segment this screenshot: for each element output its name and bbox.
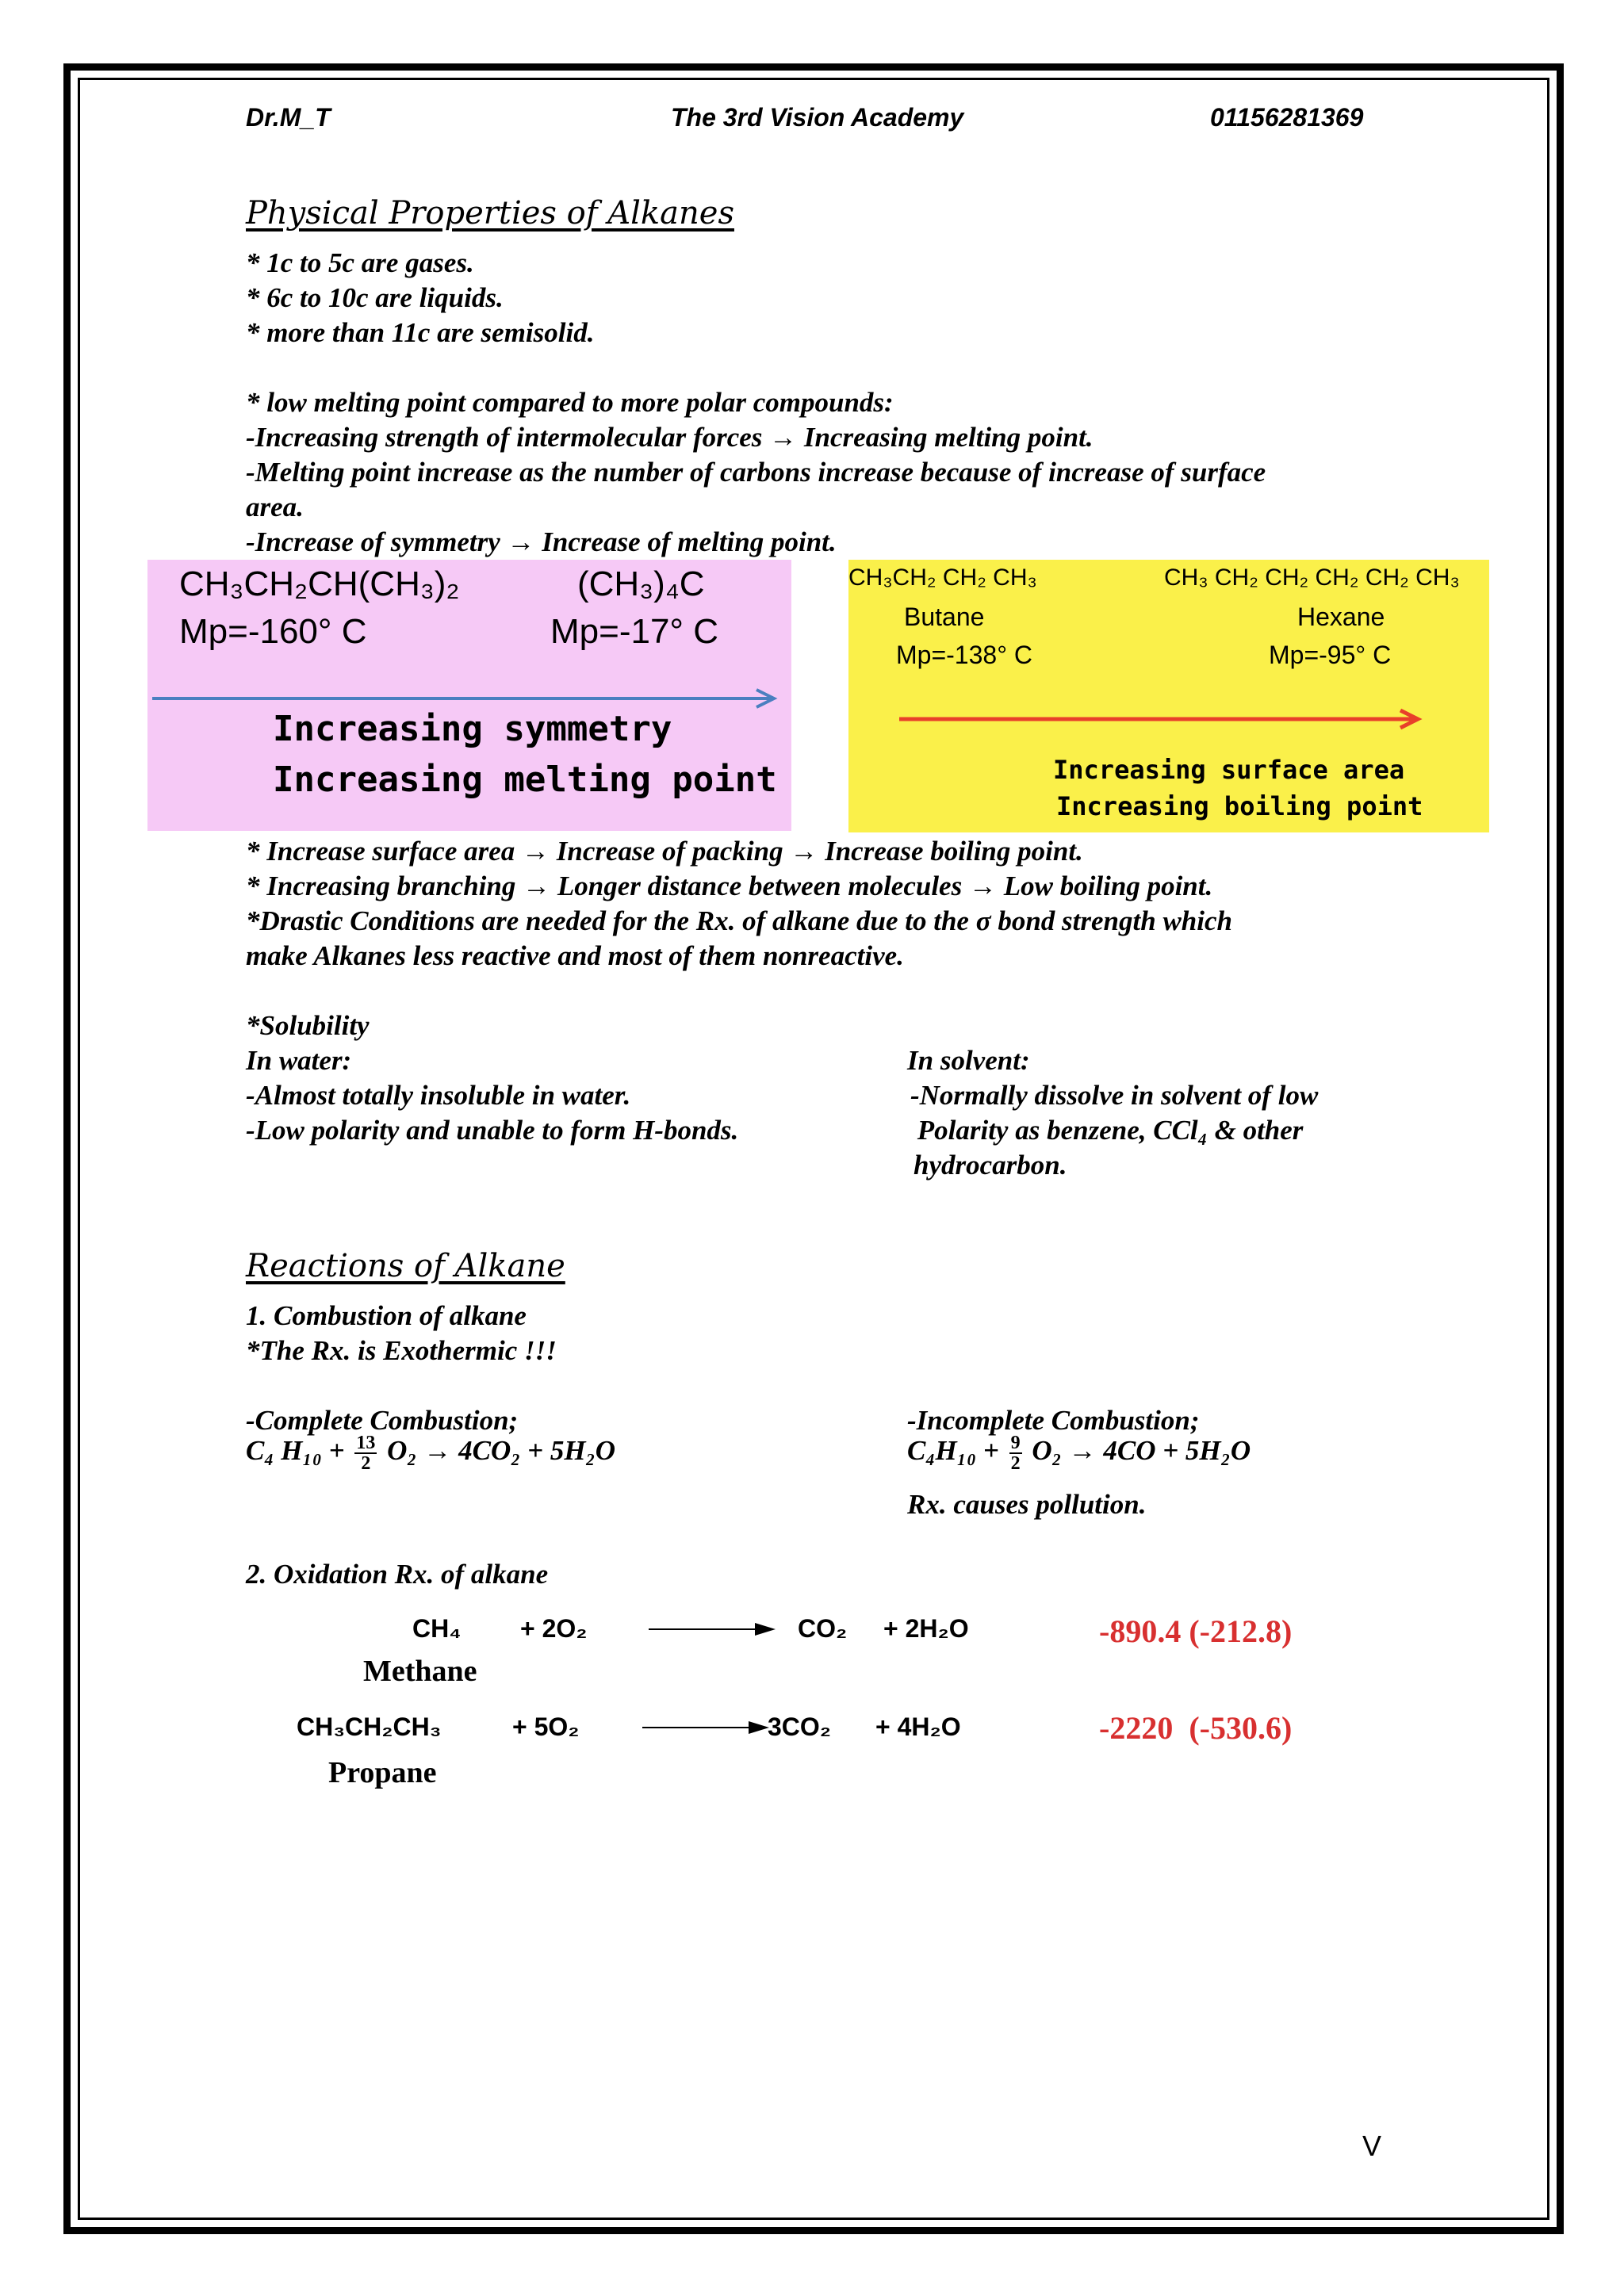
propane-label: Propane [328, 1756, 437, 1789]
propane-enthalpy: -2220 (-530.6) [1099, 1710, 1293, 1746]
caption-increasing-boiling-point: Increasing boiling point [1056, 791, 1423, 821]
methane-enthalpy: -890.4 (-212.8) [1099, 1613, 1293, 1649]
methane-oxygen: + 2O₂ [520, 1614, 588, 1643]
methane-reactant: CH₄ [412, 1614, 462, 1643]
text-line: *Drastic Conditions are needed for the Rx. of alkane due to the σ bond strength which [246, 905, 1232, 936]
symmetry-arrow [152, 687, 787, 710]
equation-right: O₂ → 4CO₂ + 5H₂O [387, 1435, 616, 1467]
text-line: * 1c to 5c are gases. [246, 247, 474, 278]
caption-increasing-surface-area: Increasing surface area [1053, 755, 1405, 785]
caption-increasing-symmetry: Increasing symmetry [273, 709, 672, 749]
reaction-arrow [642, 1716, 769, 1739]
methane-label: Methane [363, 1655, 477, 1688]
equation-right: O₂ → 4CO + 5H₂O [1032, 1435, 1251, 1467]
incomplete-combustion-equation [907, 1433, 1251, 1473]
pollution-note: Rx. causes pollution. [907, 1489, 1147, 1520]
methane-water: + 2H₂O [883, 1614, 969, 1643]
text-line: make Alkanes less reactive and most of them nonreactive. [246, 940, 904, 971]
complete-combustion-title: -Complete Combustion; [246, 1405, 519, 1436]
surface-area-arrow [899, 707, 1423, 731]
text-line: * low melting point compared to more polar compounds: [246, 387, 894, 418]
text-line: * more than 11c are semisolid. [246, 317, 595, 348]
reaction-arrow [649, 1617, 777, 1641]
text-line: * 6c to 10c are liquids. [246, 282, 504, 313]
text-line: -Increasing strength of intermolecular forces → Increasing melting point. [246, 422, 1094, 453]
propane-water: + 4H₂O [875, 1712, 961, 1741]
note-exothermic: *The Rx. is Exothermic !!! [246, 1335, 557, 1366]
water-title: In water: [246, 1045, 352, 1076]
text-line: -Increase of symmetry → Increase of melting point. [246, 526, 837, 557]
section-title-reactions: Reactions of Alkane [246, 1248, 565, 1284]
page-number: V [1362, 2130, 1382, 2162]
item-oxidation: 2. Oxidation Rx. of alkane [246, 1559, 549, 1590]
propane-product: 3CO₂ [768, 1712, 832, 1741]
symmetry-figure [147, 560, 791, 831]
mp-isobutane: Mp=-160° C [179, 612, 367, 651]
mp-butane: Mp=-138° C [896, 641, 1032, 669]
header-academy: The 3rd Vision Academy [671, 103, 964, 132]
fraction [354, 1433, 377, 1473]
equation-left: C₄ H₁₀ + [246, 1435, 345, 1467]
solvent-line: Polarity as benzene, CCl₄ & other [910, 1115, 1304, 1146]
solubility-heading: *Solubility [246, 1010, 370, 1041]
text-line: area. [246, 492, 304, 522]
formula-hexane: CH₃ CH₂ CH₂ CH₂ CH₂ CH₃ [1164, 564, 1460, 591]
header-author: Dr.M_T [246, 103, 331, 132]
mp-neopentane: Mp=-17° C [550, 612, 719, 651]
water-line: -Almost totally insoluble in water. [246, 1080, 631, 1111]
formula-isobutane: CH₃CH₂CH(CH₃)₂ [179, 564, 460, 603]
solvent-title: In solvent: [907, 1045, 1030, 1076]
fraction-numerator: 13 [356, 1433, 376, 1453]
header-phone: 01156281369 [1210, 103, 1364, 132]
propane-oxygen: + 5O₂ [512, 1712, 580, 1741]
methane-product: CO₂ [798, 1614, 848, 1643]
section-title-physical-properties: Physical Properties of Alkanes [246, 195, 734, 232]
fraction-numerator: 9 [1010, 1433, 1021, 1453]
formula-neopentane: (CH₃)₄C [577, 564, 705, 603]
fraction-denominator: 2 [1010, 1453, 1021, 1474]
text-line: * Increasing branching → Longer distance between molecules → Low boiling point. [246, 871, 1213, 901]
text-line: * Increase surface area → Increase of packing → Increase boiling point. [246, 836, 1083, 867]
name-hexane: Hexane [1297, 603, 1385, 631]
solvent-line: hydrocarbon. [914, 1150, 1067, 1181]
fraction [1009, 1433, 1022, 1473]
equation-left: C₄H₁₀ + [907, 1435, 999, 1467]
fraction-denominator: 2 [361, 1453, 371, 1474]
item-combustion: 1. Combustion of alkane [246, 1300, 527, 1331]
surface-area-figure [848, 560, 1489, 832]
incomplete-combustion-title: -Incomplete Combustion; [907, 1405, 1200, 1436]
solvent-line: -Normally dissolve in solvent of low [910, 1080, 1319, 1111]
water-line: -Low polarity and unable to form H-bonds. [246, 1115, 739, 1146]
mp-hexane: Mp=-95° C [1269, 641, 1392, 669]
text-line: -Melting point increase as the number of carbons increase because of increase of surface [246, 457, 1266, 488]
propane-reactant: CH₃CH₂CH₃ [297, 1712, 442, 1741]
formula-butane: CH₃CH₂ CH₂ CH₃ [848, 564, 1037, 591]
complete-combustion-equation [246, 1433, 615, 1473]
caption-increasing-melting-point: Increasing melting point [273, 760, 777, 800]
name-butane: Butane [904, 603, 985, 631]
